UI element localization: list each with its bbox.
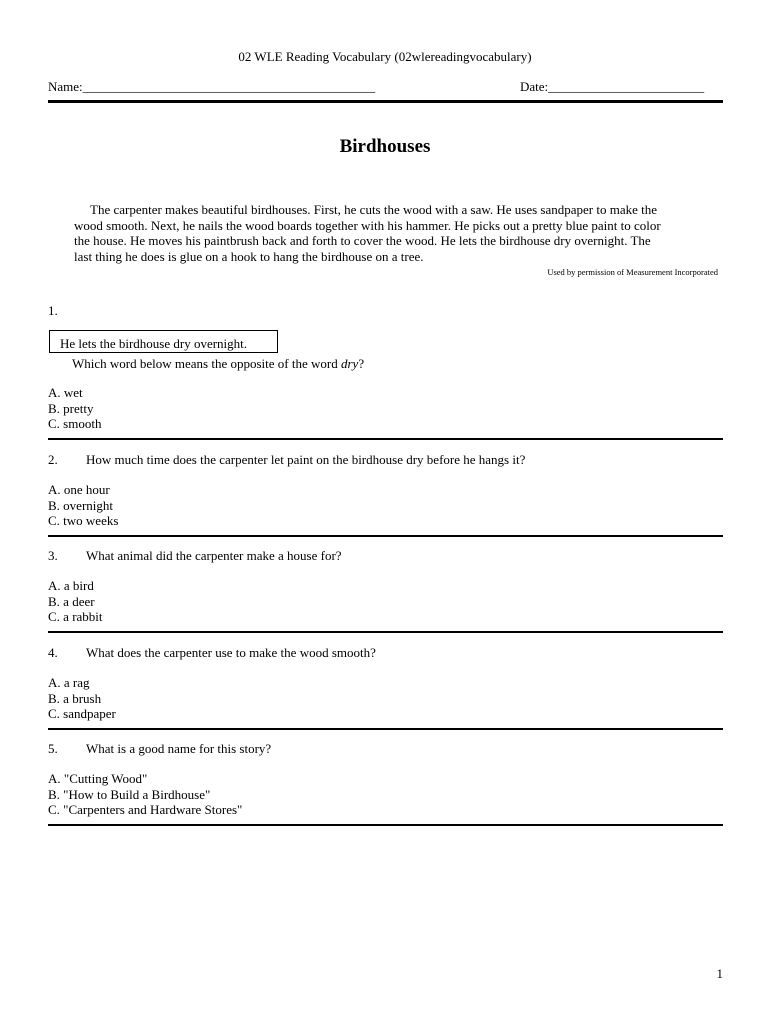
- answer-option: B. a brush: [48, 690, 102, 706]
- document-header-title: 02 WLE Reading Vocabulary (02wlereadingvocabulary): [238, 49, 532, 64]
- quoted-sentence: He lets the birdhouse dry overnight.: [60, 336, 248, 351]
- answer-option: C. two weeks: [48, 513, 119, 528]
- page-number: 1: [716, 966, 723, 981]
- question-prompt: [72, 356, 364, 372]
- question-prompt: How much time does the carpenter let paint on the birdhouse dry before he hangs it?: [86, 452, 526, 467]
- answer-option: C. "Carpenters and Hardware Stores": [48, 802, 243, 817]
- permission-note: Used by permission of Measurement Incorporated: [547, 267, 718, 277]
- story-line: the house. He moves his paintbrush back and forth to cover the wood. He lets the birdhouse dry overnight. The: [74, 233, 651, 248]
- answer-option: A. a bird: [48, 578, 94, 593]
- name-field-label: Name:_____________________________________________: [48, 79, 376, 94]
- question-number: 5.: [48, 741, 58, 756]
- story-line: The carpenter makes beautiful birdhouses. First, he cuts the wood with a saw. He uses sandpaper to make the: [90, 202, 658, 217]
- question-prompt: What animal did the carpenter make a house for?: [86, 548, 342, 563]
- story-title: Birdhouses: [339, 136, 431, 157]
- question-prompt: What does the carpenter use to make the wood smooth?: [86, 645, 376, 660]
- answer-options: [48, 578, 103, 625]
- question-divider: [48, 438, 723, 440]
- answer-option: B. "How to Build a Birdhouse": [48, 786, 211, 802]
- answer-option: B. overnight: [48, 497, 113, 513]
- header-divider: [48, 100, 723, 103]
- answer-option: A. "Cutting Wood": [48, 771, 148, 786]
- question-number: 1.: [48, 303, 58, 318]
- answer-option: C. a rabbit: [48, 609, 103, 624]
- question-prompt: What is a good name for this story?: [86, 741, 272, 756]
- answer-option: A. a rag: [48, 675, 90, 690]
- question-divider: [48, 728, 723, 730]
- answer-options: [48, 675, 116, 722]
- answer-options: [48, 771, 242, 818]
- answer-option: A. one hour: [48, 482, 110, 497]
- story-line: wood smooth. Next, he nails the wood boards together with his hammer. He picks out a pretty blue paint to color: [74, 217, 661, 233]
- date-field-label: Date:________________________: [520, 79, 705, 94]
- answer-option: C. smooth: [48, 416, 102, 431]
- question-number: 4.: [48, 645, 58, 660]
- question-prompt-text: Which word below means the opposite of the word: [72, 356, 341, 371]
- answer-options: [48, 482, 118, 529]
- story-paragraph: [74, 202, 724, 264]
- question-divider: [48, 631, 723, 633]
- answer-option: C. sandpaper: [48, 706, 116, 721]
- answer-option: A. wet: [48, 385, 83, 400]
- question-number: 2.: [48, 452, 58, 467]
- answer-option: B. a deer: [48, 593, 95, 609]
- answer-option: B. pretty: [48, 400, 94, 416]
- story-line: last thing he does is glue on a hook to hang the birdhouse on a tree.: [74, 248, 424, 264]
- answer-options: [48, 385, 101, 432]
- question-prompt-end: ?: [358, 356, 365, 371]
- question-number: 3.: [48, 548, 58, 563]
- question-prompt-emphasis: dry: [340, 356, 359, 371]
- question-divider: [48, 535, 723, 537]
- question-divider: [48, 824, 723, 826]
